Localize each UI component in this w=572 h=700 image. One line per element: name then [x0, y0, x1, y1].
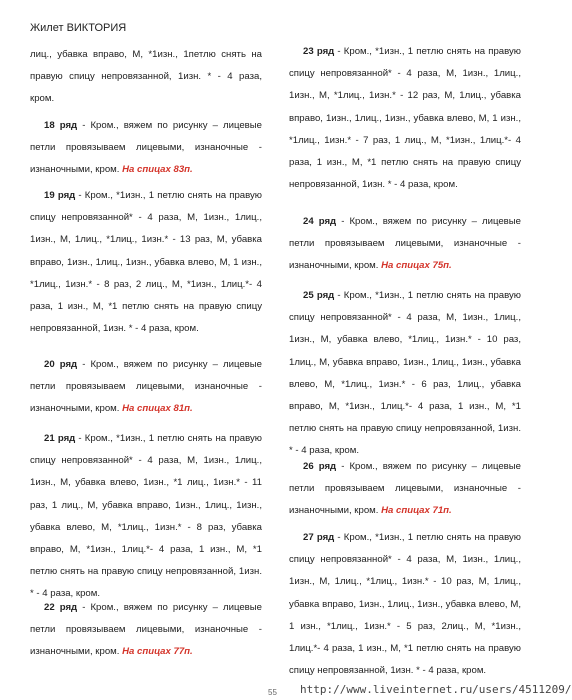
- row-21-instruction: [30, 428, 262, 606]
- row-label: 21 ряд: [44, 433, 76, 444]
- source-watermark: http://www.liveinternet.ru/users/4511209/: [300, 683, 572, 696]
- row-text: - Кром., *1изн., 1 петлю снять на правую спицу непровязанной* - 4 раза, М, 1изн., 1лиц., 1изн., М, убавка влево, *1лиц., 1изн.* - 10 раз, 1лиц., М, убавка вправо, 1изн., 1лиц., 1изн., убавка влево, М, *1лиц., 1изн.* - 6 раз, 1лиц., убавка вправо, М, *1изн., 1лиц.*- 4 раза, 1 изн., М, *1 петлю снять на правую спицу непровязанной, 1изн. * - 4 раза, кром.: [289, 290, 521, 457]
- continuation-text: лиц., убавка вправо, М, *1изн., 1петлю снять на правую спицу непровязанной, 1изн. * - 4 раза, кром.: [30, 49, 262, 105]
- row-23-instruction: [289, 41, 521, 196]
- stitch-count: На спицах 71п.: [381, 505, 452, 517]
- stitch-count: На спицах 81п.: [122, 403, 193, 415]
- row-text: - Кром., *1изн., 1 петлю снять на правую спицу непровязанной* - 4 раза, М, 1изн., 1лиц., 1изн., М, *1лиц., 1изн.* - 12 раз, М, 1лиц., убавка вправо, 1изн., 1лиц., 1изн., убавка влево, М, 1 изн., *1лиц., 1изн.* - 7 раз, 1 лиц., М, *1изн., 1лиц.*- 4 раза, 1 изн., М, *1 петлю снять на правую спицу непровязанной, 1изн. * - 4 раза, кром.: [289, 46, 521, 191]
- row-label: 18 ряд: [44, 120, 78, 131]
- row-label: 19 ряд: [44, 190, 76, 201]
- row-label: 22 ряд: [44, 602, 78, 613]
- row-19-instruction: [30, 185, 262, 340]
- row-18-instruction: [30, 115, 262, 182]
- row-label: 27 ряд: [303, 532, 335, 543]
- row-text: - Кром., вяжем по рисунку – лицевые петли провязываем лицевыми, изнаночные - изнаночными, кром.: [30, 120, 262, 176]
- row-27-instruction: [289, 527, 521, 682]
- row-label: 25 ряд: [303, 290, 335, 301]
- page-header-title: Жилет ВИКТОРИЯ: [30, 22, 127, 34]
- row-label: 23 ряд: [303, 46, 335, 57]
- row-text: - Кром., *1изн., 1 петлю снять на правую спицу непровязанной* - 4 раза, М, 1изн., 1лиц., 1изн., М, убавка влево, 1изн., *1 лиц., 1изн.* - 11 раз, 1 лиц., М, убавка вправо, 1изн., 1лиц., 1изн., убавка влево, М, *1лиц., 1изн.* - 8 раз, убавка вправо, М, *1изн., 1лиц.*- 4 раза, 1 изн., М, *1 петлю снять на правую спицу непровязанной, 1изн. * - 4 раза, кром.: [30, 433, 262, 600]
- row-label: 26 ряд: [303, 461, 337, 472]
- row-25-instruction: [289, 285, 521, 463]
- row-text: - Кром., *1изн., 1 петлю снять на правую спицу непровязанной* - 4 раза, М, 1изн., 1лиц., 1изн., М, 1лиц., *1лиц., 1изн.* - 10 раз, М, 1лиц., убавка вправо, 1изн., 1лиц., 1изн., убавка влево, М, 1 изн., *1лиц., 1изн.* - 5 раз, 2лиц., М, *1изн., 1лиц.*- 4 раза, 1 изн., М, *1 петлю снять на правую спицу непровязанной, 1изн. * - 4 раза, кром.: [289, 532, 521, 677]
- row-26-instruction: [289, 456, 521, 523]
- row-text: - Кром., вяжем по рисунку – лицевые петли провязываем лицевыми, изнаночные - изнаночными, кром.: [30, 602, 262, 658]
- stitch-count: На спицах 75п.: [381, 260, 452, 272]
- row-text: - Кром., вяжем по рисунку – лицевые петли провязываем лицевыми, изнаночные - изнаночными, кром.: [289, 461, 521, 517]
- row-label: 24 ряд: [303, 216, 337, 227]
- row-text: - Кром., *1изн., 1 петлю снять на правую спицу непровязанной* - 4 раза, М, 1изн., 1лиц., 1изн., М, 1лиц., *1лиц., 1изн.* - 13 раз, М, убавка вправо, 1изн., 1лиц., 1изн., убавка влево, М, 1 изн., *1лиц., 1изн.* - 8 раз, 2 лиц., М, *1изн., 1лиц.*- 4 раза, 1 изн., М, *1 петлю снять на правую спицу непровязанной, 1изн. * - 4 раза, кром.: [30, 190, 262, 335]
- row-20-instruction: [30, 354, 262, 421]
- stitch-count: На спицах 77п.: [122, 646, 193, 658]
- row-text: - Кром., вяжем по рисунку – лицевые петли провязываем лицевыми, изнаночные - изнаночными, кром.: [30, 359, 262, 415]
- row-text: - Кром., вяжем по рисунку – лицевые петли провязываем лицевыми, изнаночные - изнаночными, кром.: [289, 216, 521, 272]
- row-24-instruction: [289, 211, 521, 278]
- page-number: 55: [268, 688, 277, 697]
- stitch-count: На спицах 83п.: [122, 164, 193, 176]
- row-label: 20 ряд: [44, 359, 78, 370]
- row-22-instruction: [30, 597, 262, 664]
